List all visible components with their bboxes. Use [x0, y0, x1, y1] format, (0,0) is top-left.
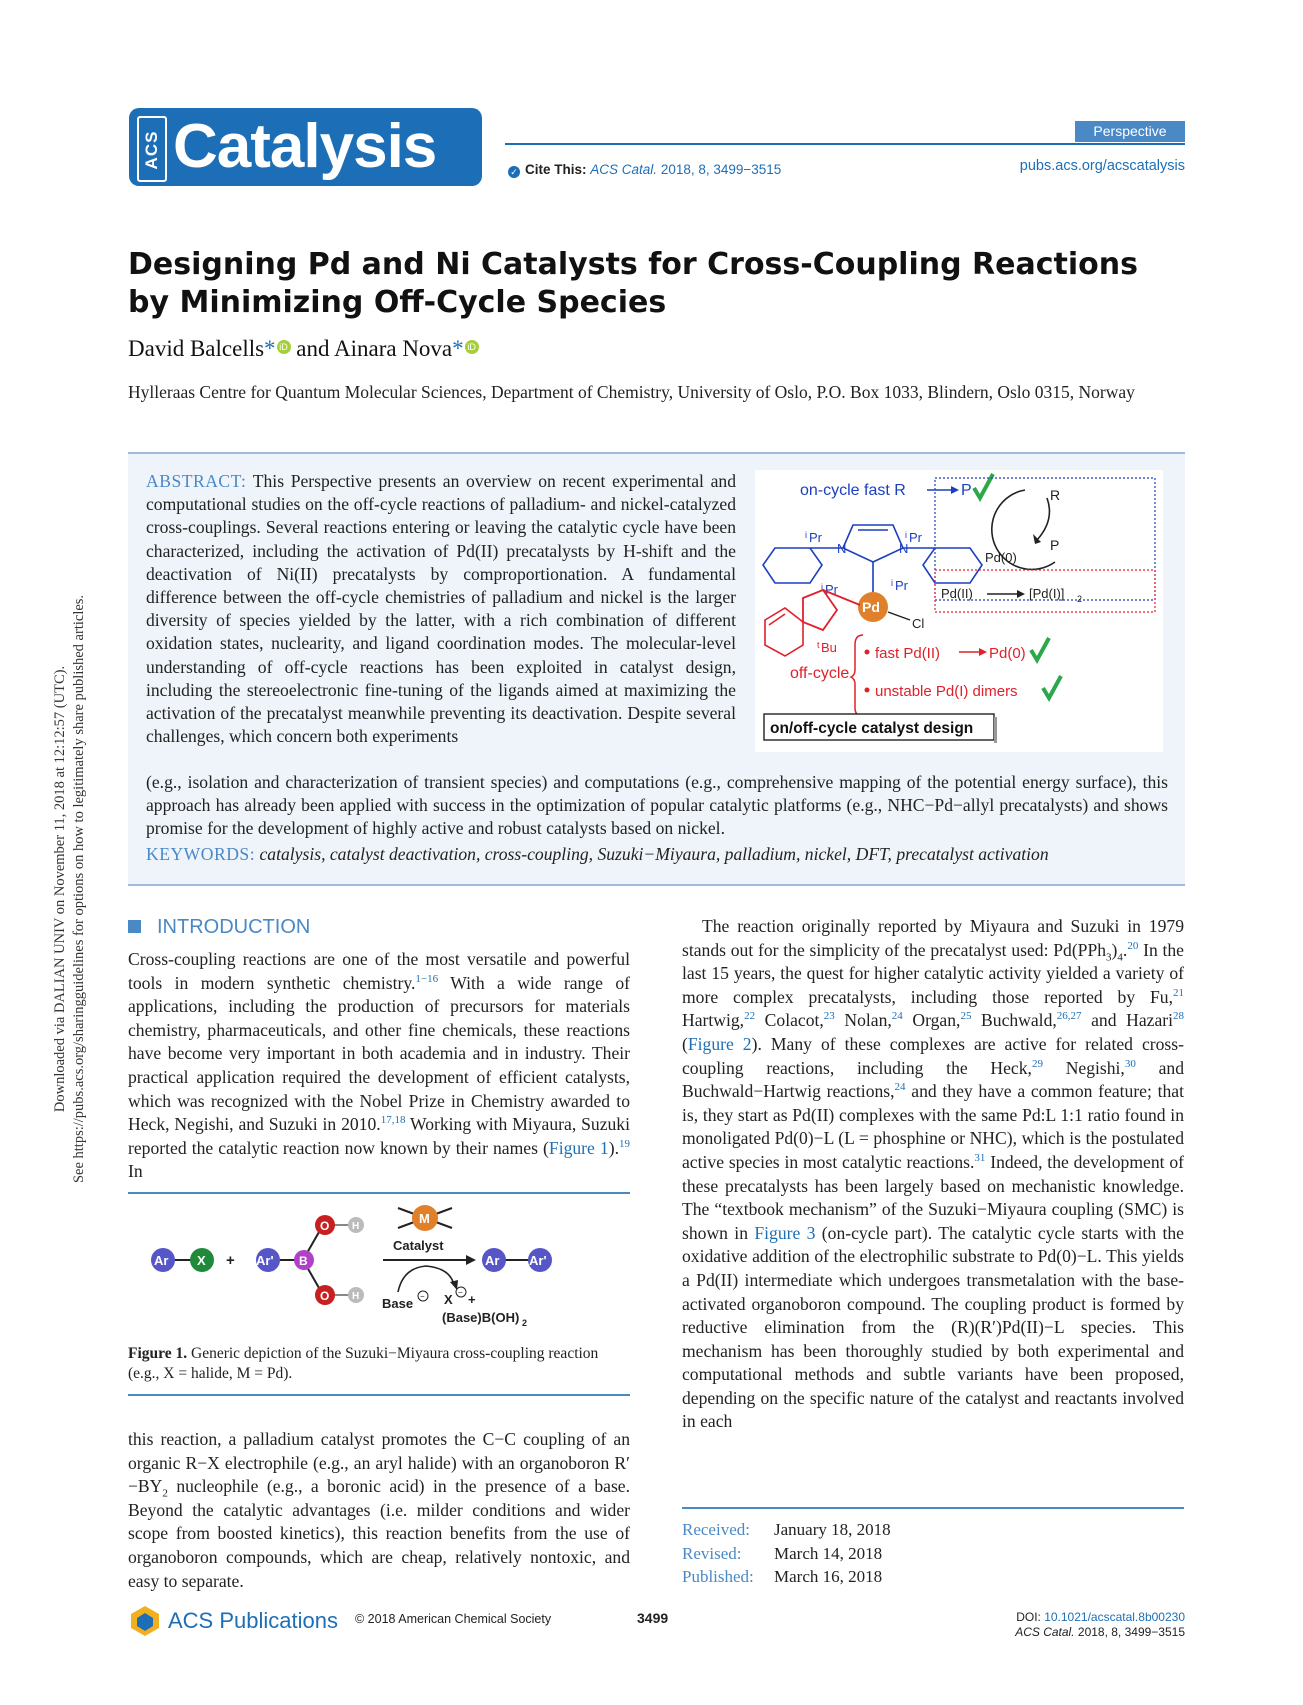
toc-p: P	[1050, 537, 1060, 553]
toc-ipr: Pr	[809, 530, 822, 545]
abstract-text	[146, 470, 736, 748]
journal-url[interactable]: pubs.acs.org/acscatalysis	[1019, 158, 1185, 174]
figure-2-link[interactable]: Figure 2	[687, 1033, 752, 1054]
toc-scheme	[755, 470, 1163, 752]
toc-arrow-head	[951, 486, 959, 494]
toc-fast-pd: fast Pd(II)	[875, 645, 941, 662]
doi-label: DOI:	[1016, 1610, 1041, 1624]
watermark-line-1: Downloaded via DALIAN UNIV on November 11, 2018 at 12:12:57 (UTC).	[52, 665, 68, 1113]
svg-text:2: 2	[1077, 594, 1083, 604]
toc-on-cycle-label: on-cycle fast R	[800, 482, 906, 499]
toc-graphic	[755, 470, 1163, 752]
cite-this[interactable]	[508, 162, 781, 178]
svg-text:Ar: Ar	[154, 1253, 169, 1268]
svg-text:(Base)B(OH): (Base)B(OH)	[442, 1310, 520, 1325]
toc-ipr: Pr	[909, 530, 922, 545]
abstract-text-continued: (e.g., isolation and characterization of transient species) and computations (e.g., comprehensive mapping of the potential energy surface), this approach has already been applied with success in the optimization of popular catalytic platforms (e.g., NHC−Pd−allyl precatalysts) and shows promise for the development of highly active and robust catalysts based on nickel.	[146, 772, 1168, 839]
toc-product: P	[961, 482, 972, 499]
svg-text:i: i	[821, 582, 823, 592]
journal-wordmark: Catalysis	[173, 112, 437, 181]
intro-paragraph-1-continued: this reaction, a palladium catalyst promotes the C−C coupling of an organic R−X electrophile (e.g., an aryl halide) with an organoboron $R'-BY_2$ nucleophile (e.g., a boronic acid) in the presence of a base. Beyond the catalytic advantages (i.e. milder conditions and wider scope from boosted kinetics), this reaction benefits from the use of organoboron compounds, which are cheap, relatively nontoxic, and easy to separate.	[128, 1429, 630, 1591]
svg-text:Ar: Ar	[485, 1253, 500, 1268]
svg-text:H: H	[352, 1221, 360, 1232]
article-title: Designing Pd and Ni Catalysts for Cross-Coupling Reactions by Minimizing Off-Cycle Species	[128, 247, 1138, 320]
square-bullet-icon	[128, 920, 141, 933]
svg-text:i: i	[891, 578, 893, 588]
svg-text:O: O	[320, 1289, 330, 1303]
svg-text:O: O	[320, 1219, 330, 1233]
keywords-label: KEYWORDS:	[146, 844, 256, 864]
check-icon	[1043, 676, 1061, 698]
svg-text:Base: Base	[382, 1296, 414, 1311]
affiliation: Hylleraas Centre for Quantum Molecular Sciences, Department of Chemistry, University of Oslo, P.O. Box 1033, Blindern, Oslo 0315, Norway	[128, 382, 1135, 402]
acs-publications-logo[interactable]: ACS Publications	[128, 1604, 338, 1638]
toc-tbu: Bu	[821, 640, 837, 655]
keywords	[146, 844, 1176, 865]
orcid-icon[interactable]: iD	[277, 340, 291, 354]
publication-dates	[682, 1518, 891, 1589]
svg-text:M: M	[419, 1211, 430, 1226]
suzuki-scheme	[128, 1200, 630, 1335]
figure-1-label: Figure 1.	[128, 1345, 188, 1362]
svg-text:−: −	[458, 1288, 463, 1297]
author-name[interactable]: David Balcells	[128, 336, 265, 361]
dates-rule	[682, 1507, 1184, 1509]
doi-link[interactable]: 10.1021/acscatal.8b00230	[1044, 1610, 1185, 1624]
copyright: © 2018 American Chemical Society	[355, 1612, 552, 1626]
svg-text:Ar': Ar'	[256, 1253, 274, 1268]
check-icon	[1031, 638, 1049, 660]
cite-reference[interactable]: ACS Catal. 2018, 8, 3499−3515	[590, 162, 782, 177]
abstract-body-a: This Perspective presents an overview on recent experimental and computational studies on the off-cycle reactions of palladium- and nickel-catalyzed cross-couplings. Several reactions entering or leaving the catalytic cycle have been characterized, including the activation of Pd(II) precatalysts by H-shift and the deactivation of Ni(II) precatalysts by comproportionation. A fundamental difference between the off-cycle chemistries of palladium and nickel is the larger diversity of species yielded by the latter, with a rich combination of different oxidation states, nuclearity, and ligand coordination modes. The molecular-level understanding of off-cycle reactions has been exploited in catalyst design, including the stereoelectronic fine-tuning of the ligands aimed at maximizing the activation of the precatalyst meanwhile preventing its deactivation. Despite several challenges, which concern both experiments	[146, 471, 736, 747]
toc-pd0-target: Pd(0)	[989, 645, 1026, 662]
page-number: 3499	[637, 1610, 669, 1626]
check-icon: ✓	[508, 166, 520, 178]
svg-text:i: i	[905, 530, 907, 540]
reactant-ar-x	[151, 1248, 214, 1272]
svg-text:2: 2	[522, 1318, 528, 1328]
keywords-list: catalysis, catalyst deactivation, cross-coupling, Suzuki−Miyaura, palladium, nickel, DFT, precatalyst activation	[259, 844, 1049, 864]
figure-1-scheme	[128, 1200, 630, 1335]
intro-paragraph-2: The reaction originally reported by Miyaura and Suzuki in 1979 stands out for the simplicity of the precatalyst used: $Pd(PPh_3)_4.^{20}$ In the last 15 years, the quest for higher catalytic activity yielded a variety of more complex precatalysts, including those reported by Fu,$^{21}$ Hartwig,$^{22}$ Colacot,$^{23}$ Nolan,$^{24}$ Organ,$^{25}$ Buchwald,$^{26,27}$ and Hazari$^{28}$ (Figure 2). Many of these complexes are active for related cross-coupling reactions, including the Heck,$^{29}$ Negishi,$^{30}$ and Buchwald−Hartwig reactions,$^{24}$ and they have a common feature; that is, they start as Pd(II) complexes with the same Pd:L 1:1 ratio found in monoligated Pd(0)−L (L = phosphine or NHC), which is the postulated active species in most catalytic reactions.$^{31}$ Indeed, the development of these precatalysts has been largely based on mechanistic knowledge. The “textbook mechanism” of the Suzuki−Miyaura coupling (SMC) is shown in Figure 3 (on-cycle part). The catalytic cycle starts with the oxidative addition of the electrophilic substrate to Pd(0)−L. This yields a Pd(II) intermediate which undergoes transmetalation with the base-activated organoboron compound. The coupling product is formed by reductive elimination from the (R)(R′)Pd(II)−L species. This mechanism has been thoroughly studied by both experimental and computational methods and subtle variants have been proposed, depending on the specific nature of the catalyst and reactants involved in each	[682, 916, 1185, 1432]
toc-off-cycle-label: off-cycle	[790, 665, 850, 682]
date-published: Published: March 16, 2018	[682, 1567, 883, 1586]
figure-1-caption: Figure 1. Generic depiction of the Suzuki−Miyaura cross-coupling reaction (e.g., X = halide, M = Pd).	[128, 1345, 599, 1382]
orcid-icon[interactable]: iD	[465, 340, 479, 354]
article-type-badge: Perspective	[1075, 121, 1185, 142]
toc-n-left: N	[837, 541, 847, 556]
figure-rule-bottom	[128, 1394, 630, 1396]
figure-3-link[interactable]: Figure 3	[754, 1222, 816, 1243]
figure-rule-top	[128, 1192, 630, 1194]
svg-text:H: H	[352, 1291, 360, 1302]
watermark-line-2: See https://pubs.acs.org/sharingguidelines for options on how to legitimately share published articles.	[71, 594, 87, 1184]
toc-pd1-dimer: [Pd(I)]	[1029, 586, 1065, 601]
toc-ipr: Pr	[895, 578, 908, 593]
date-received: Received: January 18, 2018	[682, 1520, 891, 1539]
svg-text:i: i	[805, 530, 807, 540]
catalyst-m	[393, 1205, 452, 1253]
toc-r: R	[1050, 487, 1061, 503]
toc-design-label: on/off-cycle catalyst design	[770, 720, 974, 737]
doi-block: DOI: 10.1021/acscatal.8b00230 ACS Catal. 2018, 8, 3499−3515	[1015, 1610, 1185, 1639]
svg-text:Ar': Ar'	[529, 1253, 547, 1268]
svg-text:+: +	[468, 1292, 476, 1307]
date-revised: Revised: March 14, 2018	[682, 1543, 883, 1563]
toc-cl: Cl	[912, 616, 925, 631]
toc-ipr: Pr	[825, 582, 838, 597]
svg-text:X: X	[197, 1253, 206, 1268]
section-heading-introduction: INTRODUCTION	[128, 916, 310, 939]
toc-pd2: Pd(II)	[941, 586, 973, 601]
download-watermark	[51, 389, 89, 1389]
abstract-label: ABSTRACT:	[146, 471, 247, 491]
toc-unstable-dimers: unstable Pd(I) dimers	[875, 683, 1018, 700]
corresponding-mark: *	[264, 336, 276, 361]
intro-paragraph-1: Cross-coupling reactions are one of the most versatile and powerful tools in modern synthetic chemistry.$^{1-16}$ With a wide range of applications, including the production of precursors for materials chemistry, pharmaceuticals, and other fine chemicals, these reactions have become very important in both academia and in industry. Their practical application required the development of efficient catalysts, which was recognized with the Nobel Prize in Chemistry awarded to Heck, Negishi, and Suzuki in 2010.$^{17,18}$ Working with Miyaura, Suzuki reported the catalytic reaction now known by their names (Figure 1).$^{19}$ In	[128, 949, 630, 1182]
svg-text:−: −	[420, 1292, 425, 1301]
reactant-boronic-acid	[256, 1215, 364, 1305]
author-name[interactable]: Ainara Nova	[334, 336, 453, 361]
svg-text:X: X	[444, 1292, 453, 1307]
authors-conjunction: and	[296, 336, 330, 361]
corresponding-mark: *	[452, 336, 464, 361]
cite-label: Cite This:	[525, 162, 587, 177]
svg-text:Catalyst: Catalyst	[393, 1238, 444, 1253]
svg-text:B: B	[299, 1254, 308, 1268]
toc-pd0: Pd(0)	[985, 550, 1017, 565]
author-list	[128, 336, 479, 362]
svg-text:+: +	[226, 1252, 235, 1269]
acs-mark: ACS	[137, 116, 167, 182]
product-ar-ar	[482, 1248, 552, 1272]
figure-1-link[interactable]: Figure 1	[548, 1137, 609, 1158]
journal-logo[interactable]	[129, 108, 482, 186]
toc-n-right: N	[899, 541, 909, 556]
svg-text:Pd: Pd	[862, 599, 880, 615]
svg-text:t: t	[817, 640, 820, 650]
header-rule	[505, 143, 1185, 145]
acs-hex-icon	[128, 1604, 162, 1638]
toc-nhc-ligand	[763, 525, 982, 592]
